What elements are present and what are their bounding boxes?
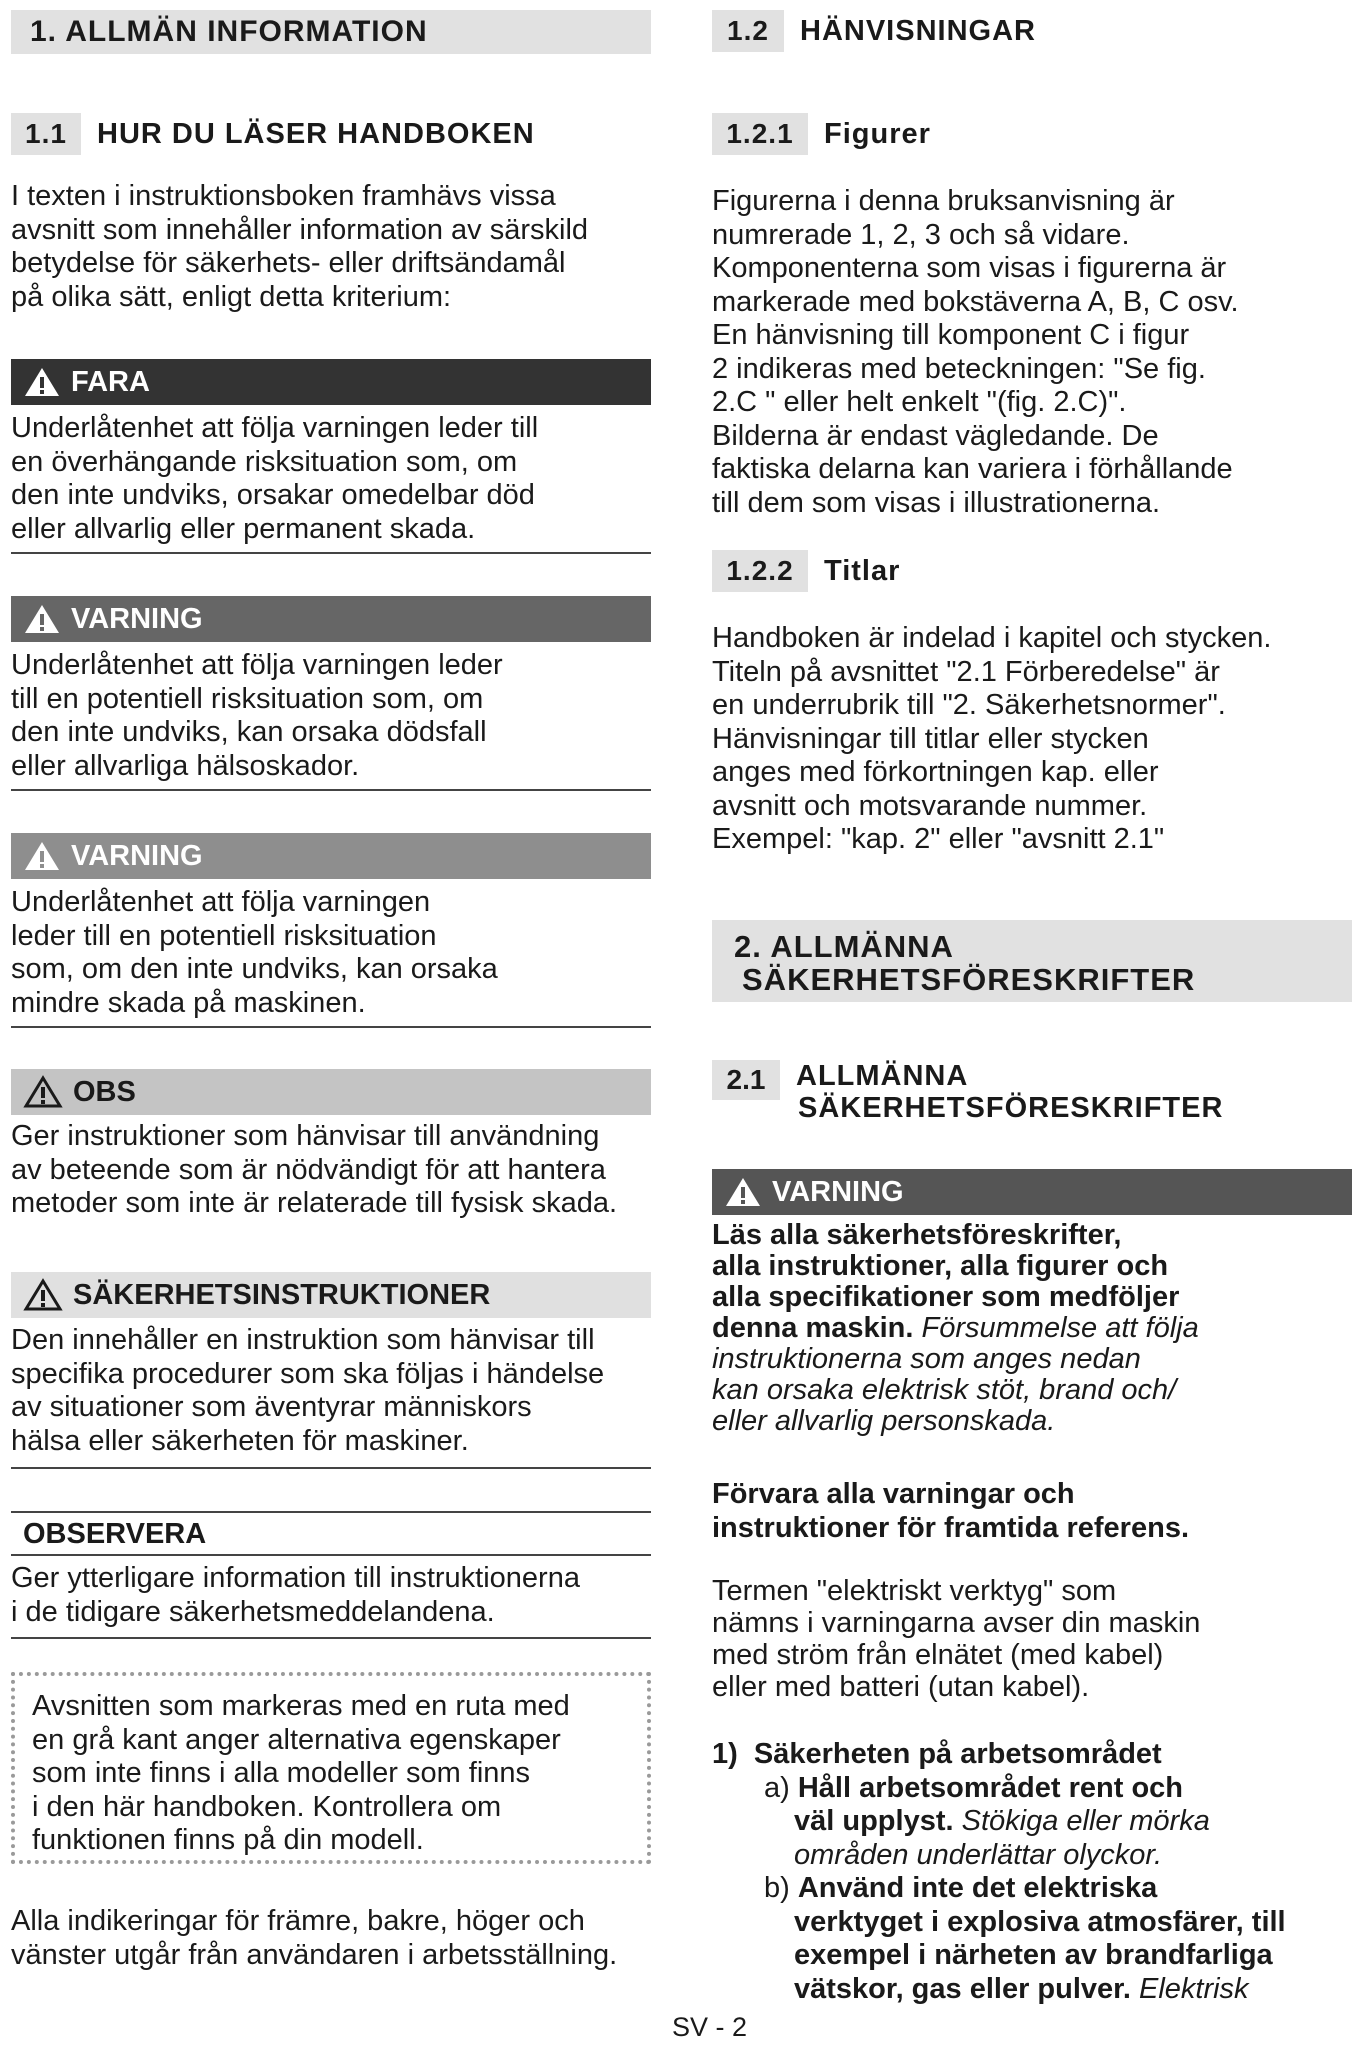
titlar-text: Handboken är indelad i kapitel och stycken. Titeln på avsnittet "2.1 Förberedelse" är en underrubrik till "2. Säkerhetsnormer". Hänvisningar till titlar eller stycken anges med förkortningen kap. eller avsnitt och motsvarande nummer. Exempel: "kap. 2" eller "avsnitt 2.1" (712, 622, 1272, 855)
warning-outline-icon (23, 1278, 63, 1312)
warning-triangle-icon (23, 840, 61, 872)
intro-paragraph: I texten i instruktionsboken framhävs vissa avsnitt som innehåller information av särskild betydelse för säkerhets- eller driftsändamål på olika sätt, enligt detta kriterium: (11, 180, 589, 313)
section-1-2-2-heading (712, 550, 900, 592)
sakerhetsinstruktioner-text: Den innehåller en instruktion som hänvisar till specifika procedurer som ska följas i händelse av situationer som äventyrar människors hälsa eller säkerheten för maskiner. (11, 1324, 605, 1457)
warning-triangle-icon (23, 366, 61, 398)
varning-banner-2-1 (712, 1169, 1352, 1215)
warning-outline-icon (23, 1075, 63, 1109)
observera-heading: OBSERVERA (23, 1518, 207, 1550)
chapter-1-title: 1. ALLMÄN INFORMATION (30, 15, 428, 48)
figurer-text: Figurerna i denna bruksanvisning är numrerade 1, 2, 3 och så vidare. Komponenterna som visas i figurerna är markerade med bokstäverna A, B, C osv. En hänvisning till komponent C i figur 2 indikeras med beteckningen: "Se fig. 2.C " eller helt enkelt "(fig. 2.C)". Bilderna är endast vägledande. De faktiska delarna kan variera i förhållande till dem som visas i illustrationerna. (712, 185, 1239, 519)
warning-read-all: Läs alla säkerhetsföreskrifter, alla instruktioner, alla figurer och alla specifikationer som medföljer denna maskin. Försummelse att följa instruktionerna som anges nedan kan orsaka elektrisk stöt, brand och/ eller allvarlig personskada. (712, 1219, 1199, 1437)
observera-text: Ger ytterligare information till instruktionerna i de tidigare säkerhetsmeddelandena. (11, 1562, 580, 1628)
orientation-note: Alla indikeringar för främre, bakre, höger och vänster utgår från användaren i arbetsställning. (11, 1905, 618, 1971)
section-number: 1.2.1 (712, 113, 808, 155)
section-number: 1.1 (11, 113, 81, 155)
varning-label: VARNING (71, 602, 203, 635)
obs-label: OBS (73, 1075, 136, 1108)
sakerhetsinstruktioner-banner (11, 1272, 651, 1318)
fara-label: FARA (71, 365, 150, 398)
divider (11, 1467, 651, 1469)
divider (11, 789, 651, 791)
warning-triangle-icon (23, 603, 61, 635)
divider (11, 1554, 651, 1556)
varning-label: VARNING (772, 1175, 904, 1208)
chapter-2-title-line2: SÄKERHETSFÖRESKRIFTER (742, 962, 1196, 997)
chapter-2-heading (712, 920, 1352, 1002)
fara-text: Underlåtenhet att följa varningen leder till en överhängande risksituation som, om den inte undviks, orsakar omedelbar död eller allvarlig eller permanent skada. (11, 412, 539, 545)
divider (11, 1637, 651, 1639)
divider (11, 1026, 651, 1028)
section-number: 1.2.2 (712, 550, 808, 592)
varning-label: VARNING (71, 839, 203, 872)
save-warnings-note: Förvara alla varningar och instruktioner för framtida referens. (712, 1478, 1189, 1544)
section-title: Titlar (824, 554, 901, 587)
work-area-safety-list: 1) Säkerheten på arbetsområdet a) Håll arbetsområdet rent och väl upplyst. Stökiga eller mörka områden underlättar olyckor. b) Använd inte det elektriska verktyget i explosiva atmosfärer, till exempel i närheten av brandfarliga vätskor, gas eller pulver. Elektrisk (712, 1738, 1286, 2005)
section-1-1-heading (11, 113, 535, 155)
section-number: 2.1 (712, 1060, 780, 1100)
list-number: 1) (712, 1738, 738, 1770)
section-2-1-heading (712, 1060, 1223, 1124)
sakerhetsinstruktioner-label: SÄKERHETSINSTRUKTIONER (73, 1278, 491, 1311)
section-1-2-heading (712, 10, 1036, 52)
varning-banner-1 (11, 596, 651, 642)
list-title: Säkerheten på arbetsområdet (753, 1738, 1162, 1770)
optional-features-box: Avsnitten som markeras med en ruta med en grå kant anger alternativa egenskaper som inte finns i alla modeller som finns i den här handboken. Kontrollera om funktionen finns på din modell. (11, 1672, 651, 1864)
section-title: HÄNVISNINGAR (800, 14, 1036, 47)
section-title: ALLMÄNNA SÄKERHETSFÖRESKRIFTER (796, 1060, 1224, 1124)
section-1-2-1-heading (712, 113, 931, 155)
chapter-1-heading (11, 10, 651, 54)
power-tool-definition: Termen "elektriskt verktyg" som nämns i varningarna avser din maskin med ström från elnätet (med kabel) eller med batteri (utan kabel). (712, 1575, 1201, 1703)
obs-text: Ger instruktioner som hänvisar till användning av beteende som är nödvändigt för att hantera metoder som inte är relaterade till fysisk skada. (11, 1120, 618, 1219)
varning-banner-2 (11, 833, 651, 879)
section-title: Figurer (824, 117, 931, 150)
section-title: HUR DU LÄSER HANDBOKEN (97, 117, 535, 150)
divider (11, 1511, 651, 1513)
chapter-2-title-line1: 2. ALLMÄNNA (734, 929, 954, 964)
divider (11, 552, 651, 554)
page-number: SV - 2 (672, 2012, 748, 2042)
fara-banner (11, 359, 651, 405)
varning-1-text: Underlåtenhet att följa varningen leder till en potentiell risksituation som, om den inte undviks, kan orsaka dödsfall eller allvarliga hälsoskador. (11, 649, 503, 782)
warning-triangle-icon (724, 1176, 762, 1208)
obs-banner (11, 1069, 651, 1115)
varning-2-text: Underlåtenhet att följa varningen leder till en potentiell risksituation som, om den inte undviks, kan orsaka mindre skada på maskinen. (11, 886, 498, 1019)
section-number: 1.2 (712, 10, 784, 52)
